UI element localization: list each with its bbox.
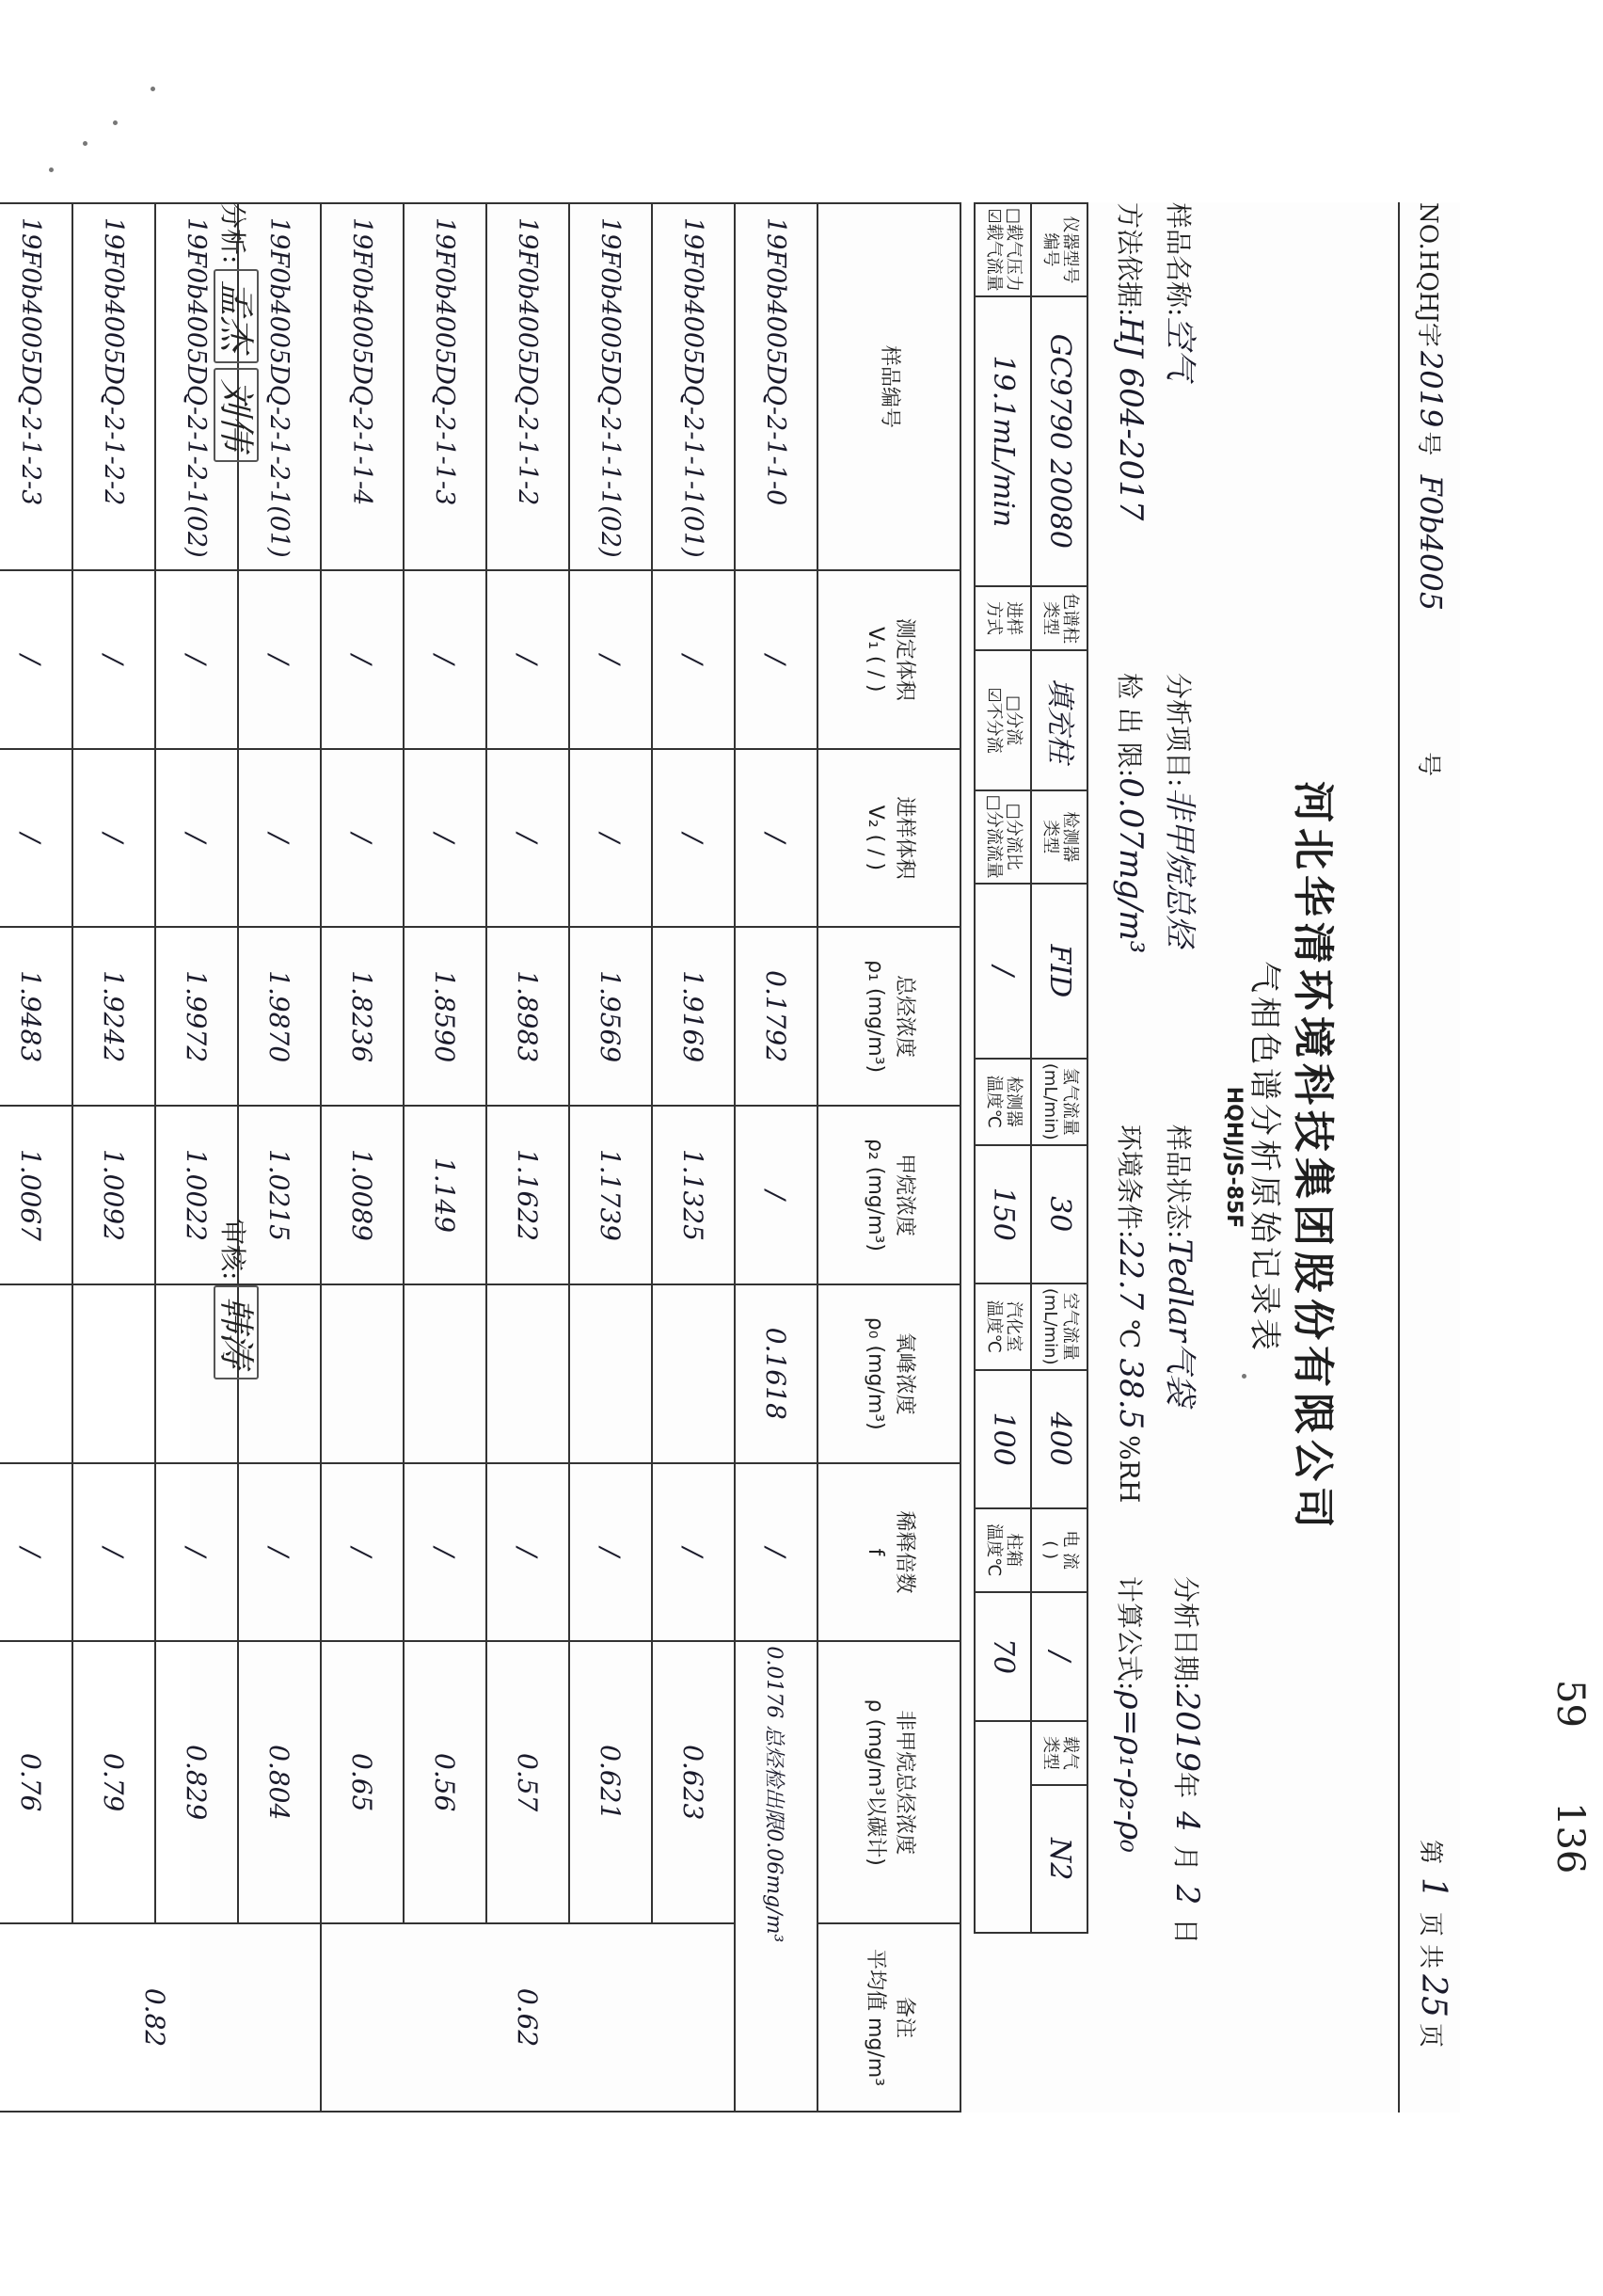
header-nmhc: 非甲烷总烃浓度 ρ (mg/m³以碳计) [817,1641,960,1923]
sample-state: 样品状态:Tedlar气袋 [1161,1124,1198,1406]
pressure-flow-label: □载气压力 ☑载气流量 [975,203,1031,296]
header-remarks: 备注 平均值 mg/m³ [817,1923,960,2112]
h2-flow-label: 氢气流量 (mL/min) [1031,1059,1087,1145]
results-table [0,202,961,2113]
form-code: HQHJ/JS-85F [1222,1086,1246,1229]
header-dilution: 稀释倍数 f [817,1463,960,1642]
table-row: 19F0b4005DQ-2-1-1-1(01) / / 1.9169 1.1325 / 0.623 0.62 [652,203,735,2112]
instrument-no: GC9790 20080 [1031,296,1087,586]
header-volume-v1: 测定体积 V₁ ( / ) [817,570,960,749]
table-row: 19F0b4005DQ-2-1-1-4 / / 1.8236 1.0089 / 0.65 [321,203,404,2112]
table-row: 19F0b4005DQ-2-1-2-3 / / 1.9483 1.0067 / 0.76 [0,203,72,2112]
table-row: 19F0b4005DQ-2-1-2-1(02) / / 1.9972 1.0022 / 0.829 [155,203,238,2112]
average-group-1: 0.62 [321,1923,735,2112]
calc-formula: 计算公式:ρ=ρ₁-ρ₂-ρ₀ [1112,1576,1150,1853]
injection-mode-label: 进样 方式 [975,586,1031,651]
table-header [817,203,960,2112]
scan-speck [151,87,155,91]
scan-speck [1242,1374,1246,1379]
instrument-no-label: 仪器型号 编号 [1031,203,1087,296]
reviewer-signature: 审核: 韩涛 [214,1219,265,1379]
average-group-2: 0.82 [0,1923,321,2112]
split-ratio-value: / [975,884,1031,1059]
carrier-flow: 19.1mL/min [975,296,1031,586]
sample-name: 样品名称:空气 [1161,202,1198,381]
record-sheet [15,202,1592,2113]
column-type-label: 色谱柱 类型 [1031,586,1087,651]
analyst-signature: 分析: 孟杰 刘伟 [214,202,265,462]
record-number: NO.HQHJ字2019号 F0b4005号 [1413,202,1449,777]
air-flow-label: 空气流量 (mL/min) [1031,1284,1087,1370]
page-count: 第1页 共25页 [1414,1840,1452,2049]
environment-conditions: 环境条件:22.7℃38.5%RH [1112,1124,1150,1504]
table-row: 19F0b4005DQ-2-1-2-1(01) / / 1.9870 1.0215 / 0.804 0.82 [238,203,321,2112]
header-total-hc: 总烃浓度 ρ₁ (mg/m³) [817,927,960,1106]
h2-flow: 30 [1031,1145,1087,1284]
header-methane: 甲烷浓度 ρ₂ (mg/m³) [817,1106,960,1284]
detector-temp-label: 检测器 温度℃ [975,1059,1031,1145]
column-temp: 70 [975,1592,1031,1721]
corner-page-mark-a: 59 [1548,1680,1592,1728]
header-sample-id: 样品编号 [817,203,960,570]
split-mode: □分流 ☑不分流 [975,650,1031,789]
scan-speck [113,120,118,125]
company-title: 河北华清环境科技集团股份有限公司 [1289,781,1337,1534]
table-row: 19F0b4005DQ-2-1-1-1(02) / / 1.9569 1.1739 / 0.621 [569,203,652,2112]
vaporizer-temp-label: 汽化室 温度℃ [975,1284,1031,1370]
analysis-date: 分析日期:2019年4月2日 [1168,1576,1206,1945]
table-row: 19F0b4005DQ-2-1-2-2 / / 1.9242 1.0092 / 0.79 [72,203,155,2112]
detector-type: FID [1031,884,1087,1059]
column-type: 填充柱 [1031,650,1087,789]
air-flow: 400 [1031,1370,1087,1508]
carrier-gas: N2 [1031,1785,1087,1933]
record-code: F0b4005 [1413,474,1449,612]
table-row: 19F0b4005DQ-2-1-1-0 / / 0.1792 / 0.1618 / 0.0176 总烃检出限0.06mg/m³ [735,203,817,2112]
detector-label: 检测器 类型 [1031,790,1087,884]
header-volume-v2: 进样体积 V₂ ( / ) [817,749,960,928]
corner-page-mark-b: 136 [1548,1802,1592,1874]
analysis-item: 分析项目:非甲烷总烃 [1161,673,1198,948]
vaporizer-temp: 100 [975,1370,1031,1508]
table-row: 19F0b4005DQ-2-1-1-3 / / 1.8590 1.149 / 0.56 [404,203,486,2112]
table-row: 19F0b4005DQ-2-1-1-2 / / 1.8983 1.1622 / 0.57 [486,203,569,2112]
current-label: 电 流 ( ) [1031,1508,1087,1592]
method-basis: 方法依据:HJ 604-2017 [1112,202,1150,521]
carrier-gas-label: 载气 类型 [1031,1721,1087,1786]
current-value: / [1031,1592,1087,1721]
scan-speck [49,167,54,172]
column-temp-label: 柱箱 温度℃ [975,1508,1031,1592]
top-bar [1398,202,1460,2113]
form-title: 气相色谱分析原始记录表 [1246,961,1283,1354]
header-oxygen-peak: 氧峰浓度 ρ₀ (mg/m³) [817,1284,960,1463]
scan-speck [83,141,87,146]
split-ratio-label: □分流比 □分流流量 [975,790,1031,884]
instrument-conditions-table [974,202,1088,1934]
detector-temp: 150 [975,1145,1031,1284]
detection-limit: 检 出 限:0.07mg/m³ [1112,673,1150,954]
